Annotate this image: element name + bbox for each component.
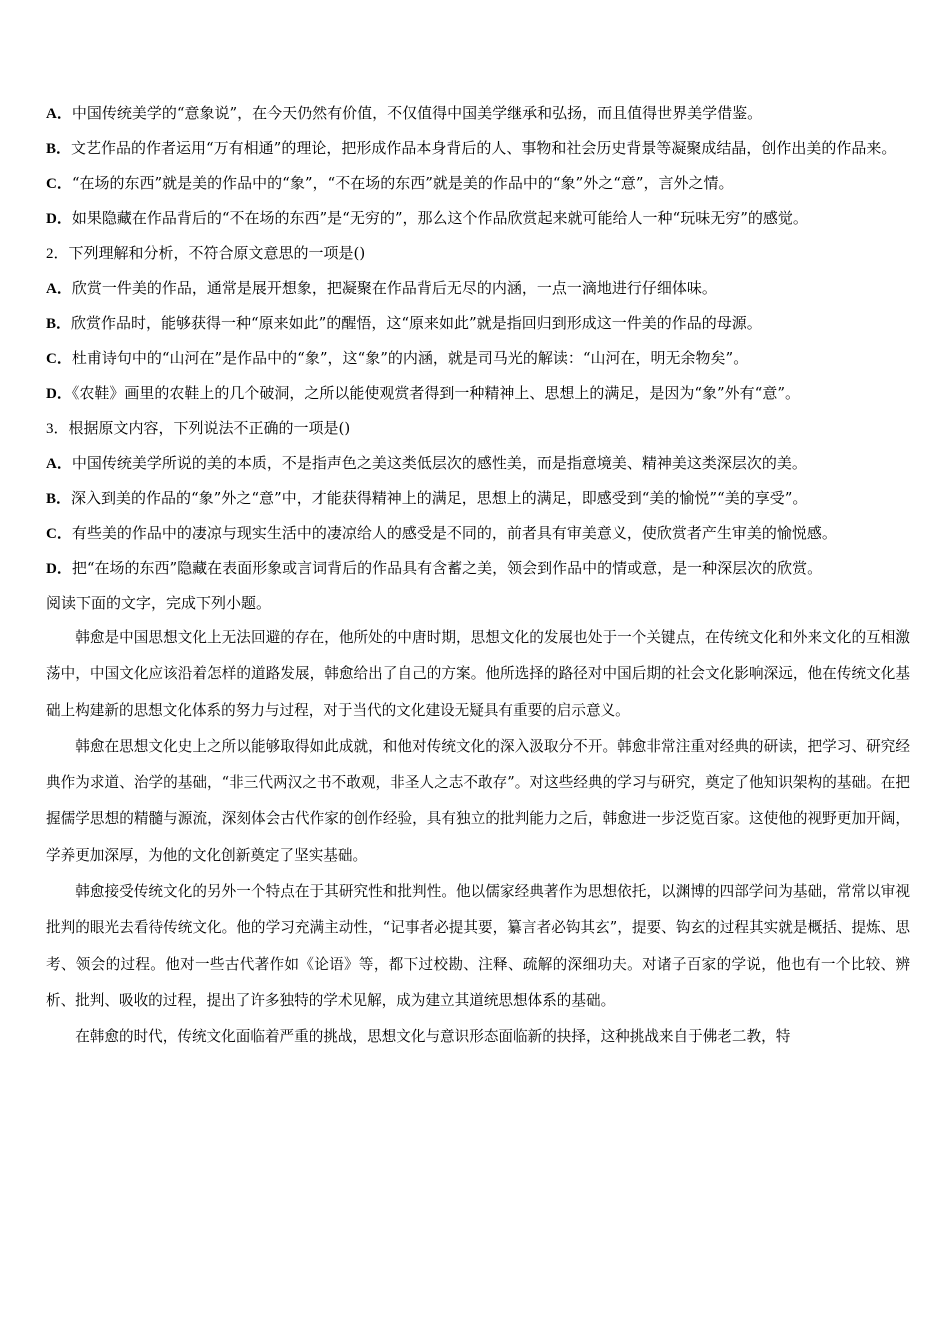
passage-paragraph-4: 在韩愈的时代，传统文化面临着严重的挑战，思想文化与意识形态面临新的抉择，这种挑战来自于佛老二教，特 <box>75 1028 791 1046</box>
passage-paragraph-2: 韩愈在思想文化史上之所以能够取得如此成就，和他对传统文化的深入汲取分不开。韩愈非常注重对经典的研读，把学习、研究经典作为求道、治学的基础，“非三代两汉之书不敢观，非圣人之志不敢存”。对这些经典的学习与研究，奠定了他知识架构的基础。在把握儒学思想的精髓与源流，深刻体会古代作家的创作经验，具有独立的批判能力之后，韩愈进一步泛览百家。这使他的视野更加开阔，学养更加深厚，为他的文化创新奠定了坚实基础。 <box>46 737 910 864</box>
q1-option-d: D．如果隐藏在作品背后的“不在场的东西”是“无穷的”，那么这个作品欣赏起来就可能给人一种“玩味无穷”的感觉。 <box>46 209 808 227</box>
document-content <box>46 96 910 1056</box>
passage-paragraph-3: 韩愈接受传统文化的另外一个特点在于其研究性和批判性。他以儒家经典著作为思想依托，以渊博的四部学问为基础，常常以审视批判的眼光去看待传统文化。他的学习充满主动性，“记事者必提其要，纂言者必钩其玄”，提要、钩玄的过程其实就是概括、提炼、思考、领会的过程。他对一些古代著作如《论语》等，都下过校勘、注释、疏解的深细功夫。对诸子百家的学说，他也有一个比较、辨析、批判、吸收的过程，提出了许多独特的学术见解，成为建立其道统思想体系的基础。 <box>46 883 910 1009</box>
q3-option-d: D．把“在场的东西”隐藏在表面形象或言词背后的作品具有含蓄之美，领会到作品中的情或意，是一种深层次的欣赏。 <box>46 559 823 577</box>
question-2-stem: 2．下列理解和分析，不符合原文意思的一项是() <box>46 244 366 262</box>
q1-option-b: B．文艺作品的作者运用“万有相通”的理论，把形成作品本身背后的人、事物和社会历史背景等凝聚成结晶，创作出美的作品来。 <box>46 139 897 157</box>
q1-option-a: A．中国传统美学的“意象说”，在今天仍然有价值，不仅值得中国美学继承和弘扬，而且值得世界美学借鉴。 <box>46 104 763 122</box>
q3-option-c: C．有些美的作品中的凄凉与现实生活中的凄凉给人的感受是不同的，前者具有审美意义，使欣赏者产生审美的愉悦感。 <box>46 524 837 542</box>
question-3-stem: 3．根据原文内容，下列说法不正确的一项是() <box>46 419 351 437</box>
passage-paragraph-1: 韩愈是中国思想文化上无法回避的存在，他所处的中唐时期，思想文化的发展也处于一个关键点，在传统文化和外来文化的互相激荡中，中国文化应该沿着怎样的道路发展，韩愈给出了自己的方案。他所选择的路径对中国后期的社会文化影响深远，他在传统文化基础上构建新的思想文化体系的努力与过程，对于当代的文化建设无疑具有重要的启示意义。 <box>46 629 910 719</box>
q2-option-d: D．《农鞋》画里的农鞋上的几个破洞，之所以能使观赏者得到一种精神上、思想上的满足，是因为“象”外有“意”。 <box>46 384 801 402</box>
q3-option-a: A．中国传统美学所说的美的本质，不是指声色之美这类低层次的感性美，而是指意境美、精神美这类深层次的美。 <box>46 454 807 472</box>
q2-option-c: C．杜甫诗句中的“山河在”是作品中的“象”，这“象”的内涵，就是司马光的解读：“山河在，明无余物矣”。 <box>46 349 749 367</box>
q2-option-b: B．欣赏作品时，能够获得一种“原来如此”的醒悟，这“原来如此”就是指回归到形成这一件美的作品的母源。 <box>46 314 762 332</box>
q3-option-b: B．深入到美的作品的“象”外之“意”中，才能获得精神上的满足，思想上的满足，即感受到“美的愉悦”“美的享受”。 <box>46 489 808 507</box>
q1-option-c: C．“在场的东西”就是美的作品中的“象”，“不在场的东西”就是美的作品中的“象”外之“意”，言外之情。 <box>46 174 734 192</box>
q2-option-a: A．欣赏一件美的作品，通常是展开想象，把凝聚在作品背后无尽的内涵，一点一滴地进行仔细体味。 <box>46 279 717 297</box>
reading-instructions: 阅读下面的文字，完成下列小题。 <box>46 594 272 612</box>
